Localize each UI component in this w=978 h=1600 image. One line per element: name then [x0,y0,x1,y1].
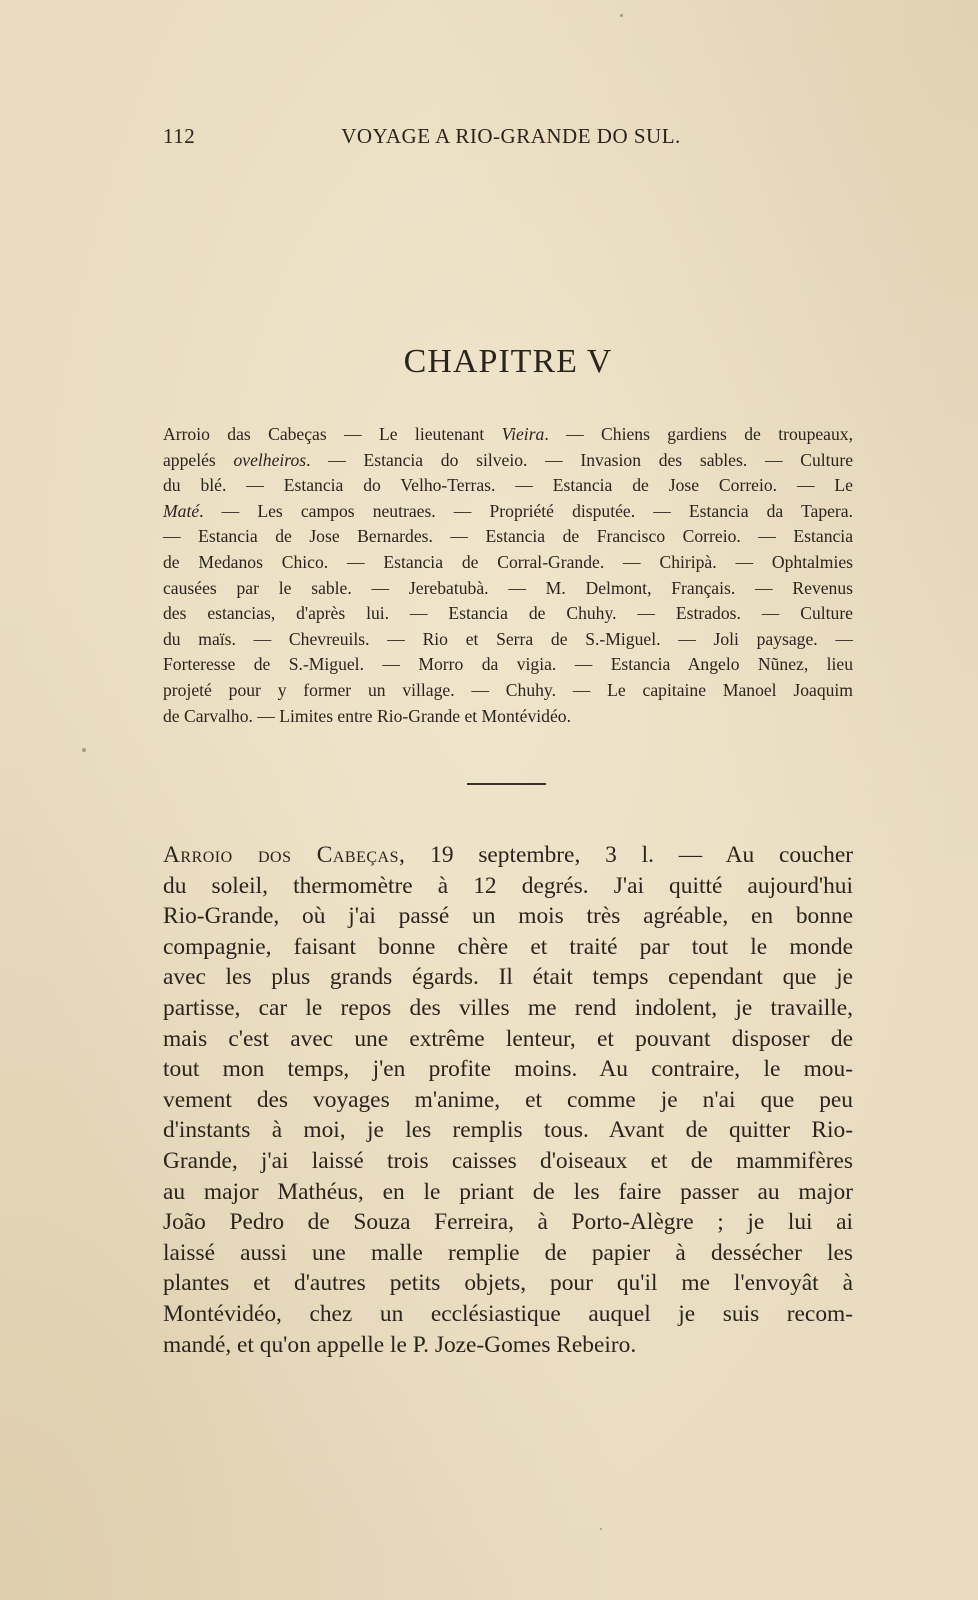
body-line: compagnie, faisant bonne chère et traité par tout le monde [163,933,853,960]
body-line: plantes et d'autres petits objets, pour qu'il me l'envoyât à [163,1270,853,1297]
body-line: laissé aussi une malle remplie de papier à dessécher les [163,1239,853,1266]
summary-line [163,678,853,704]
body-line: mais c'est avec une extrême lenteur, et pouvant disposer de [163,1025,853,1052]
summary-line [163,422,853,448]
summary-line [163,499,853,525]
paper-speck [620,14,623,17]
summary-text: du blé. — Estancia do Velho-Terras. — Estancia de Jose Correio. — Le [163,475,853,496]
summary-line [163,550,853,576]
summary-text: des estancias, d'après lui. — Estancia de Chuhy. — Estrados. — Culture [163,603,853,624]
body-line: tout mon temps, j'en profite moins. Au contraire, le mou- [163,1056,853,1083]
summary-text: du maïs. — Chevreuils. — Rio et Serra de S.-Miguel. — Joli paysage. — [163,628,853,649]
summary-text: de Medanos Chico. — Estancia de Corral-Grande. — Chiripà. — Ophtalmies [163,551,853,572]
summary-italic-term: Vieira [501,424,545,444]
section-divider-rule [467,783,546,785]
summary-text: appelés [163,449,234,470]
summary-text: — Estancia de Jose Bernardes. — Estancia de Francisco Correio. — Estancia [163,526,853,547]
summary-italic-term: ovelheiros [233,449,307,470]
body-line: partisse, car le repos des villes me rend indolent, je travaille, [163,994,853,1021]
lead-place-name: Arroio dos Cabeças, [163,842,406,868]
summary-line [163,473,853,499]
summary-text: de Carvalho. — Limites entre Rio-Grande et Montévidéo. [163,705,571,726]
body-line: vement des voyages m'anime, et comme je n'ai que peu [163,1086,853,1113]
summary-italic-term: Maté [163,500,200,521]
body-paragraph [163,840,853,1360]
summary-line [163,704,853,730]
body-line: du soleil, thermomètre à 12 degrés. J'ai quitté aujourd'hui [163,872,853,899]
summary-line [163,627,853,653]
summary-text: . — Chiens gardiens de troupeaux, [544,424,853,444]
body-line: Grande, j'ai laissé trois caisses d'oiseaux et de mammifères [163,1147,853,1174]
running-head [163,124,853,154]
paper-speck [600,1528,602,1530]
paper-speck [82,748,86,752]
body-line-first [163,840,853,871]
summary-text: . — Estancia do silveio. — Invasion des sables. — Culture [306,449,854,470]
summary-text: projeté pour y former un village. — Chuhy. — Le capitaine Manoel Joaquim [163,679,853,700]
summary-text: Arroio das Cabeças — Le lieutenant [163,424,502,444]
page-number: 112 [163,124,196,148]
summary-text: causées par le sable. — Jerebatubà. — M. Delmont, Français. — Revenus [163,577,853,598]
body-line: João Pedro de Souza Ferreira, à Porto-Alègre ; je lui ai [163,1209,853,1236]
body-line: Montévidéo, chez un ecclésiastique auquel je suis recom- [163,1300,853,1327]
summary-line [163,601,853,627]
chapter-title: CHAPITRE V [403,343,613,380]
summary-line [163,524,853,550]
summary-line [163,652,853,678]
summary-line [163,576,853,602]
summary-text: . — Les campos neutraes. — Propriété disputée. — Estancia da Tapera. [199,500,853,521]
body-line-text: 19 septembre, 3 l. — Au coucher [405,842,853,868]
body-line: mandé, et qu'on appelle le P. Joze-Gomes Rebeiro. [163,1331,637,1358]
body-line: d'instants à moi, je les remplis tous. Avant de quitter Rio- [163,1117,853,1144]
summary-text: Forteresse de S.-Miguel. — Morro da vigia. — Estancia Angelo Nũnez, lieu [163,654,853,675]
body-line: Rio-Grande, où j'ai passé un mois très agréable, en bonne [163,903,853,930]
body-line: au major Mathéus, en le priant de les faire passer au major [163,1178,853,1205]
chapter-summary [163,422,853,729]
running-title: VOYAGE A RIO-GRANDE DO SUL. [341,124,681,148]
summary-line [163,448,853,474]
body-line: avec les plus grands égards. Il était temps cependant que je [163,964,853,991]
